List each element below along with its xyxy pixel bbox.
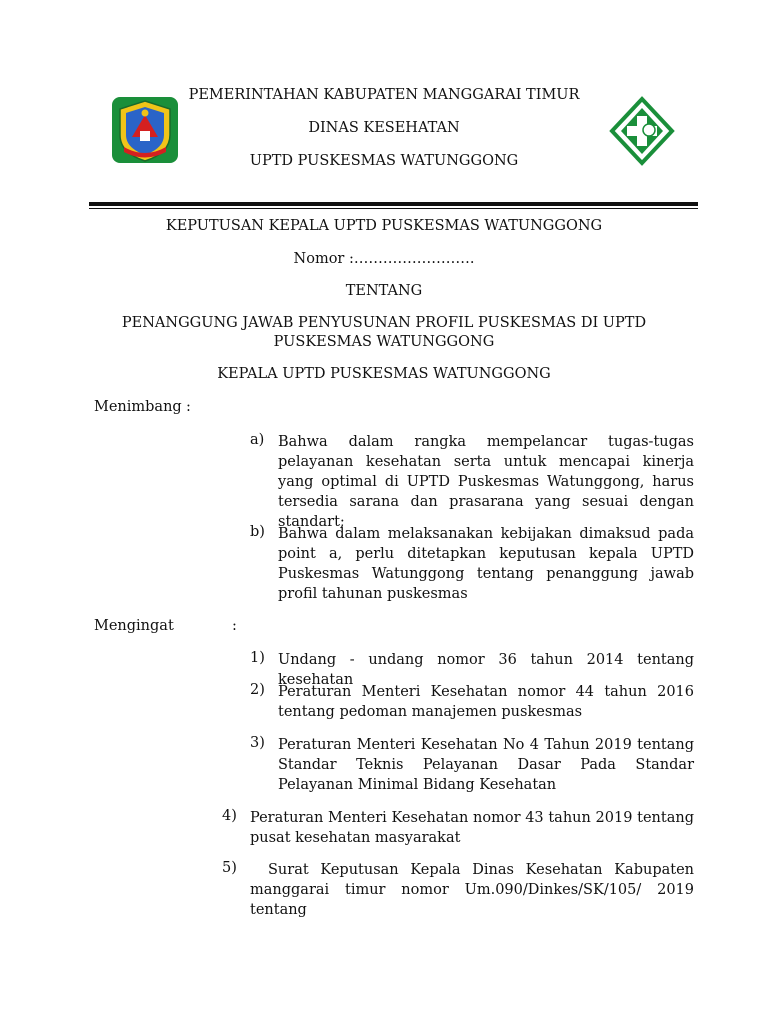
menimbang-item-a: Bahwa dalam rangka mempelancar tugas-tugas pelayanan kesehatan serta untuk mencapai kinerja yang optimal di UPTD Puskesmas Watunggong, harus tersedia sarana dan prasarana yang sesuai dengan standart; (278, 434, 694, 530)
mengingat-item-5: Surat Keputusan Kepala Dinas Kesehatan Kabupaten manggarai timur nomor Um.090/Dinkes/SK/105/ 2019 tentang (250, 862, 694, 918)
subject-line-1: PENANGGUNG JAWAB PENYUSUNAN PROFIL PUSKESMAS DI UPTD (121, 315, 647, 331)
mengingat-label: Mengingat (94, 618, 174, 634)
mengingat-marker-2: 2) (250, 682, 265, 698)
about-heading: TENTANG (345, 283, 423, 299)
header-divider-thick (89, 202, 698, 206)
unit-name: UPTD PUSKESMAS WATUNGGONG (249, 153, 519, 169)
decree-title: KEPUTUSAN KEPALA UPTD PUSKESMAS WATUNGGONG (165, 218, 603, 234)
menimbang-item-b: Bahwa dalam melaksanakan kebijakan dimaksud pada point a, perlu ditetapkan keputusan kepala UPTD Puskesmas Watunggong tentang penanggung jawab profil tahunan puskesmas (278, 526, 694, 602)
government-name: PEMERINTAHAN KABUPATEN MANGGARAI TIMUR (188, 87, 580, 103)
menimbang-marker-b: b) (250, 524, 265, 540)
mengingat-marker-5: 5) (222, 860, 237, 876)
mengingat-item-4: Peraturan Menteri Kesehatan nomor 43 tahun 2019 tentang pusat kesehatan masyarakat (250, 810, 694, 846)
mengingat-item-1: Undang - undang nomor 36 tahun 2014 tentang kesehatan (278, 652, 694, 688)
mengingat-colon: : (232, 618, 237, 634)
mengingat-marker-4: 4) (222, 808, 237, 824)
mengingat-item-2: Peraturan Menteri Kesehatan nomor 44 tahun 2016 tentang pedoman manajemen puskesmas (278, 684, 694, 720)
header-divider-thin (89, 208, 698, 209)
mengingat-item-3: Peraturan Menteri Kesehatan No 4 Tahun 2019 tentang Standar Teknis Pelayanan Dasar Pada Standar Pelayanan Minimal Bidang Kesehatan (278, 737, 694, 793)
subject-line-2: PUSKESMAS WATUNGGONG (273, 334, 495, 350)
menimbang-label: Menimbang (94, 399, 182, 415)
menimbang-marker-a: a) (250, 432, 265, 448)
menimbang-colon: : (186, 399, 191, 415)
agency-name: DINAS KESEHATAN (308, 120, 460, 136)
decree-number: Nomor :……………………. (293, 251, 475, 267)
mengingat-marker-1: 1) (250, 650, 265, 666)
mengingat-marker-3: 3) (250, 735, 265, 751)
head-title: KEPALA UPTD PUSKESMAS WATUNGGONG (217, 366, 551, 382)
